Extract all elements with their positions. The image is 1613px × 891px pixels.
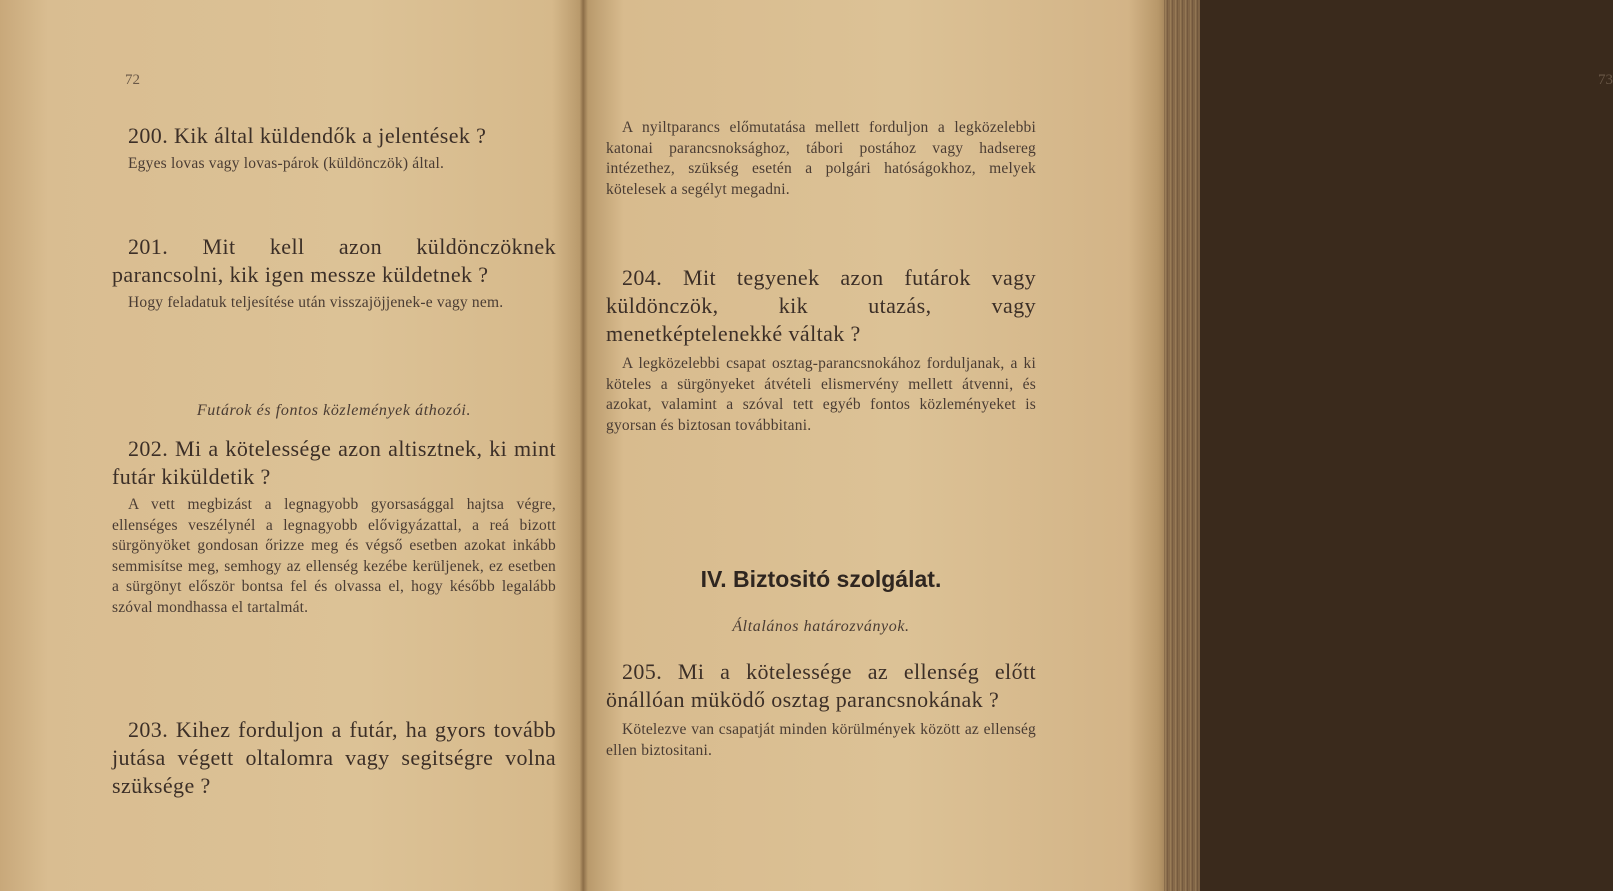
page-number: 72 (125, 72, 140, 88)
page-number: 73 (1598, 72, 1613, 88)
answer-text: A vett megbizást a legnagyobb gyorsasággal hajtsa végre, ellenséges veszélynél a legnagyobb elővigyázattal, a reá bizott sürgönyöket gondosan őrizze meg és végső esetben azokat inkább semmisítse meg, semhogy az ellenség kezébe kerüljenek, ez esetben a sürgönyt először bontsa fel és olvassa el, hogy később legalább szóval mondhassa el tartalmát. (112, 496, 556, 616)
answer-text: Kötelezve van csapatját minden körülmények között az ellenség ellen biztositani. (606, 721, 1036, 759)
question-text: 204. Mit tegyenek azon futárok vagy küldönczök, kik utazás, vagy menetképtelenekké váltak ? (606, 265, 1036, 346)
question-203 (112, 716, 556, 800)
answer-text: A legközelebbi csapat osztag-parancsnokához forduljanak, a ki köteles a sürgönyeket átvételi elismervény mellett átvenni, és azokat, valamint a szóval tett egyéb fontos közleményeket is gyorsan és biztosan továbbitani. (606, 355, 1036, 434)
right-page (584, 0, 1613, 891)
question-204 (606, 264, 1036, 436)
question-200 (112, 122, 556, 175)
answer-text: Hogy feladatuk teljesítése után visszajöjjenek-e vagy nem. (128, 294, 504, 311)
answer-text: A nyiltparancs előmutatása mellett forduljon a legközelebbi katonai parancsnoksághoz, tábori postához vagy hadsereg intézethez, szükség esetén a polgári hatóságokhoz, melyek kötelesek a segélyt megadni. (606, 119, 1036, 198)
answer-203 (606, 118, 1036, 200)
section-title: IV. Biztositó szolgálat. (700, 566, 942, 592)
page-edges (1164, 0, 1200, 891)
question-text: 203. Kihez forduljon a futár, ha gyors tovább jutása végett oltalomra vagy segitségre volna szüksége ? (112, 717, 556, 798)
left-page (0, 0, 578, 891)
subheading-text: Futárok és fontos közlemények áthozói. (196, 402, 472, 419)
section-heading (606, 566, 1036, 593)
question-text: 200. Kik által küldendők a jelentések ? (128, 123, 487, 148)
subheading-text: Általános határozványok. (732, 618, 910, 635)
question-text: 205. Mi a kötelessége az ellenség előtt önállóan müködő osztag parancsnokának ? (606, 659, 1036, 712)
question-201 (112, 233, 556, 314)
question-202 (112, 435, 556, 618)
answer-text: Egyes lovas vagy lovas-párok (küldönczök) által. (128, 155, 445, 172)
section-subheading (606, 618, 1036, 636)
question-text: 201. Mit kell azon küldönczöknek parancsolni, kik igen messze küldetnek ? (112, 234, 556, 287)
question-text: 202. Mi a kötelessége azon altisztnek, ki mint futár kiküldetik ? (112, 436, 556, 489)
section-subheading (112, 402, 556, 420)
question-205 (606, 658, 1036, 761)
